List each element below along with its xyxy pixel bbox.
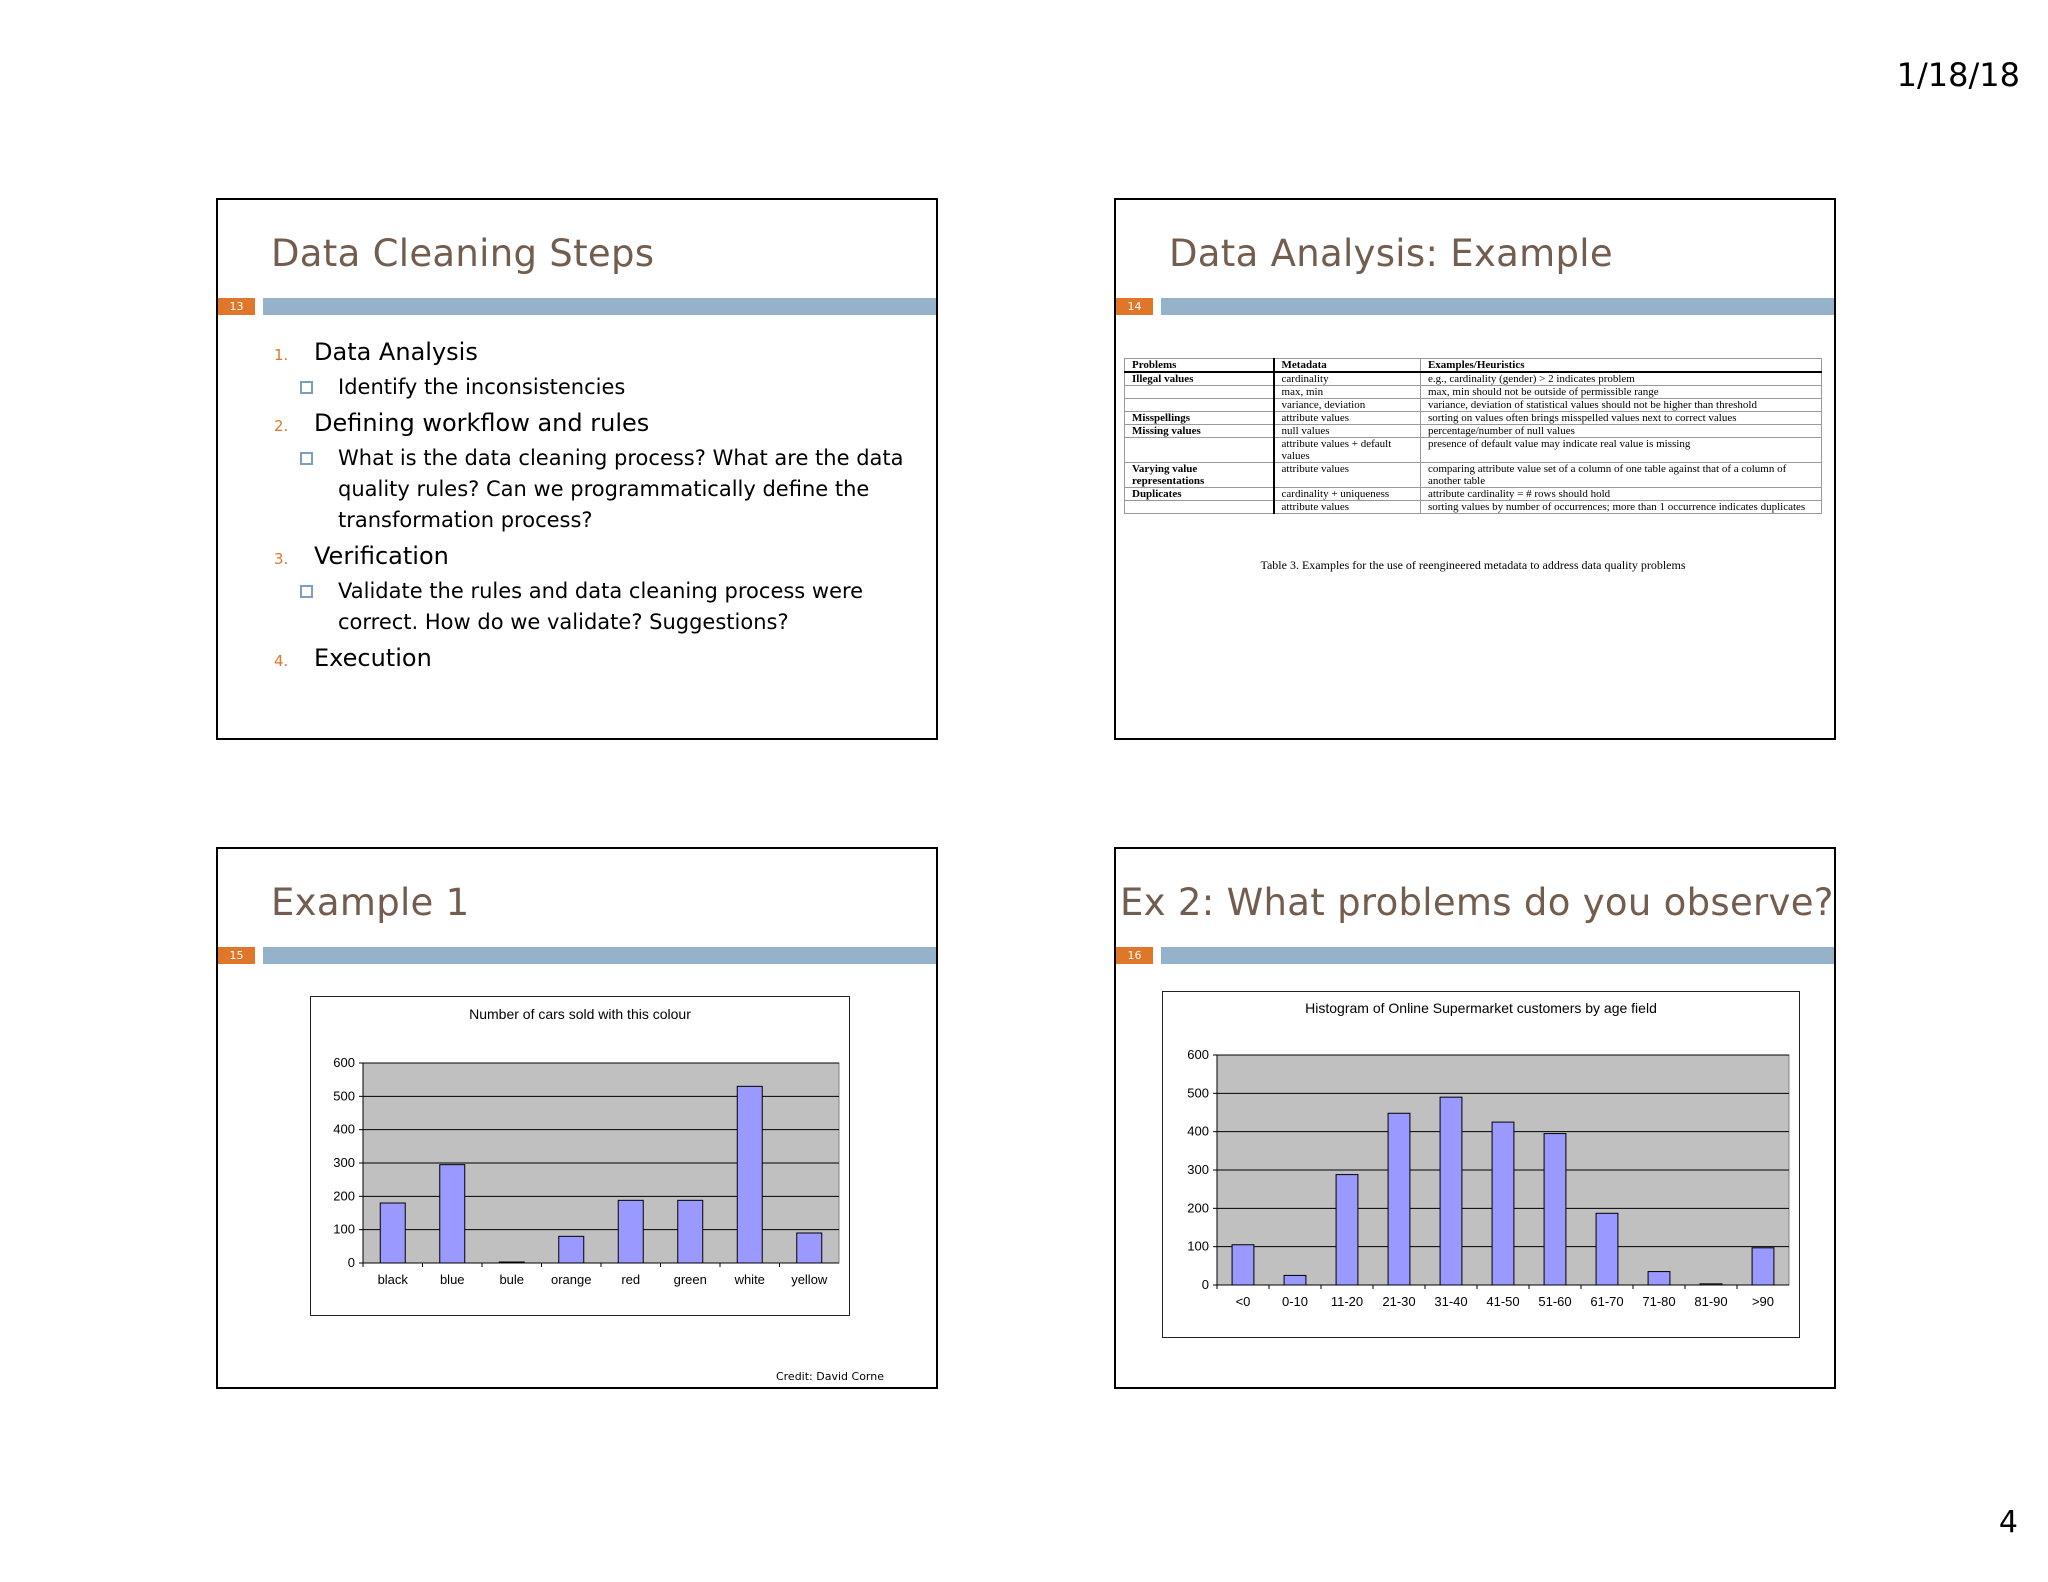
bar [1752, 1248, 1774, 1285]
slide-number: 15 [218, 947, 255, 964]
x-tick-label: 21-30 [1382, 1294, 1416, 1309]
title-divider-bar [263, 298, 936, 315]
slide-number: 16 [1116, 947, 1153, 964]
square-bullet-icon [300, 585, 313, 598]
x-tick-label: green [673, 1272, 707, 1287]
sub-bullet-text: Validate the rules and data cleaning process were correct. How do we validate? Suggestions? [338, 579, 864, 634]
bar [440, 1165, 465, 1263]
table-row [1125, 372, 1822, 386]
chart-title: Histogram of Online Supermarket customers by age field [1305, 1000, 1657, 1016]
problem-cell [1125, 438, 1274, 463]
step-item [218, 642, 918, 674]
bar [737, 1086, 762, 1263]
bar [678, 1200, 703, 1263]
x-tick-label: 61-70 [1590, 1294, 1624, 1309]
bar [618, 1200, 643, 1263]
sub-bullet-text: What is the data cleaning process? What are the data quality rules? Can we programmatically define the transformation process? [338, 446, 904, 532]
y-tick-label: 600 [333, 1055, 355, 1070]
example-cell: comparing attribute value set of a column of one table against that of a column of another table [1420, 463, 1821, 488]
table-header-row [1125, 359, 1822, 373]
y-tick-label: 0 [1201, 1277, 1209, 1292]
x-tick-label: blue [439, 1272, 465, 1287]
car-colour-chart [310, 996, 850, 1316]
metadata-cell: attribute values + default values [1274, 438, 1421, 463]
bar [380, 1203, 405, 1263]
bar [797, 1233, 822, 1263]
metadata-cell: attribute values [1274, 501, 1421, 514]
sub-bullet-text: Identify the inconsistencies [338, 375, 626, 399]
column-header: Examples/Heuristics [1420, 359, 1821, 373]
column-header: Problems [1125, 359, 1274, 373]
x-tick-label: 81-90 [1694, 1294, 1728, 1309]
square-bullet-icon [300, 381, 313, 394]
step-item [218, 540, 918, 572]
example-cell: attribute cardinality = # rows should hold [1420, 488, 1821, 501]
slide-example-1 [216, 847, 938, 1389]
page-date: 1/18/18 [1896, 56, 2020, 94]
table-row [1125, 425, 1822, 438]
y-tick-label: 200 [333, 1188, 355, 1204]
chart-canvas [311, 997, 849, 1315]
x-tick-label: 41-50 [1486, 1294, 1520, 1309]
problem-cell: Illegal values [1125, 372, 1274, 386]
table-row [1125, 463, 1822, 488]
table-row [1125, 438, 1822, 463]
step-number: 1. [274, 346, 289, 364]
sub-bullet [218, 372, 918, 403]
metadata-cell: variance, deviation [1274, 399, 1421, 412]
metadata-table [1124, 358, 1822, 514]
title-divider-bar [1161, 298, 1834, 315]
slide-title: Data Analysis: Example [1169, 232, 1613, 275]
x-tick-label: 31-40 [1434, 1294, 1468, 1309]
problem-cell [1125, 399, 1274, 412]
slide-title: Data Cleaning Steps [271, 232, 655, 275]
x-tick-label: yellow [791, 1272, 828, 1287]
metadata-cell: attribute values [1274, 412, 1421, 425]
age-histogram-chart [1162, 991, 1800, 1338]
y-tick-label: 500 [333, 1088, 355, 1104]
bar [1596, 1213, 1618, 1285]
bar [1648, 1272, 1670, 1285]
y-tick-label: 300 [1187, 1162, 1209, 1177]
title-divider-bar [1161, 947, 1834, 964]
metadata-cell: null values [1274, 425, 1421, 438]
y-tick-label: 100 [1187, 1238, 1209, 1254]
chart-canvas [1163, 992, 1799, 1337]
y-tick-label: 500 [1187, 1085, 1209, 1101]
example-cell: percentage/number of null values [1420, 425, 1821, 438]
sub-bullet [218, 443, 918, 536]
x-tick-label: >90 [1751, 1294, 1775, 1309]
table-row [1125, 386, 1822, 399]
y-tick-label: 600 [1187, 1047, 1209, 1062]
table-row [1125, 501, 1822, 514]
x-tick-label: <0 [1235, 1294, 1251, 1309]
table-body [1125, 372, 1822, 514]
step-text: Verification [314, 542, 449, 570]
y-tick-label: 200 [1187, 1200, 1209, 1216]
slide-title: Ex 2: What problems do you observe? [1120, 881, 1834, 924]
x-tick-label: black [377, 1272, 408, 1287]
problem-cell [1125, 501, 1274, 514]
table-caption: Table 3. Examples for the use of reengineered metadata to address data quality problems [1260, 558, 1686, 572]
steps-list [218, 332, 918, 674]
step-number: 4. [274, 652, 289, 670]
example-cell: presence of default value may indicate real value is missing [1420, 438, 1821, 463]
bar [1336, 1175, 1358, 1285]
bar [1232, 1245, 1254, 1285]
y-tick-label: 400 [333, 1121, 355, 1137]
x-tick-label: 71-80 [1642, 1294, 1676, 1309]
step-number: 3. [274, 550, 289, 568]
problem-cell: Missing values [1125, 425, 1274, 438]
chart-title: Number of cars sold with this colour [469, 1006, 691, 1022]
table-row [1125, 399, 1822, 412]
problem-cell: Varying value representations [1125, 463, 1274, 488]
bar [1284, 1275, 1306, 1285]
example-cell: variance, deviation of statistical values should not be higher than threshold [1420, 399, 1821, 412]
y-tick-label: 100 [333, 1221, 355, 1237]
example-cell: sorting on values often brings misspelled values next to correct values [1420, 412, 1821, 425]
x-tick-label: orange [551, 1272, 592, 1287]
example-cell: max, min should not be outside of permissible range [1420, 386, 1821, 399]
x-tick-label: 11-20 [1330, 1294, 1364, 1309]
x-tick-label: bule [499, 1272, 525, 1287]
title-divider-bar [263, 947, 936, 964]
metadata-cell: cardinality + uniqueness [1274, 488, 1421, 501]
y-tick-label: 300 [333, 1155, 355, 1170]
square-bullet-icon [300, 452, 313, 465]
y-tick-label: 0 [347, 1255, 355, 1270]
step-number: 2. [274, 417, 289, 435]
slide-data-analysis-example [1114, 198, 1836, 740]
table-row [1125, 412, 1822, 425]
x-tick-label: 51-60 [1538, 1294, 1572, 1309]
sub-bullet [218, 576, 918, 638]
slide-example-2 [1114, 847, 1836, 1389]
bar [1440, 1097, 1462, 1285]
bar [559, 1236, 584, 1263]
x-tick-label: red [621, 1272, 641, 1287]
y-tick-label: 400 [1187, 1123, 1209, 1139]
bar [1544, 1134, 1566, 1285]
bar [1492, 1122, 1514, 1285]
metadata-cell: cardinality [1274, 372, 1421, 386]
slide-title: Example 1 [271, 881, 470, 924]
step-item [218, 407, 918, 439]
bar [1388, 1113, 1410, 1285]
column-header: Metadata [1274, 359, 1421, 373]
problem-cell: Misspellings [1125, 412, 1274, 425]
page-number: 4 [1998, 1505, 2018, 1540]
slide-number: 13 [218, 298, 255, 315]
metadata-cell: attribute values [1274, 463, 1421, 488]
step-text: Data Analysis [314, 338, 478, 366]
slide-data-cleaning-steps [216, 198, 938, 740]
x-tick-label: white [734, 1272, 765, 1287]
problem-cell: Duplicates [1125, 488, 1274, 501]
step-text: Execution [314, 644, 432, 672]
problem-cell [1125, 386, 1274, 399]
table-row [1125, 488, 1822, 501]
x-tick-label: 0-10 [1281, 1294, 1309, 1309]
example-cell: sorting values by number of occurrences; more than 1 occurrence indicates duplicates [1420, 501, 1821, 514]
step-text: Defining workflow and rules [314, 409, 650, 437]
step-item [218, 336, 918, 368]
slide-number: 14 [1116, 298, 1153, 315]
example-cell: e.g., cardinality (gender) > 2 indicates problem [1420, 372, 1821, 386]
metadata-cell: max, min [1274, 386, 1421, 399]
credit-text: Credit: David Corne [775, 1370, 884, 1383]
